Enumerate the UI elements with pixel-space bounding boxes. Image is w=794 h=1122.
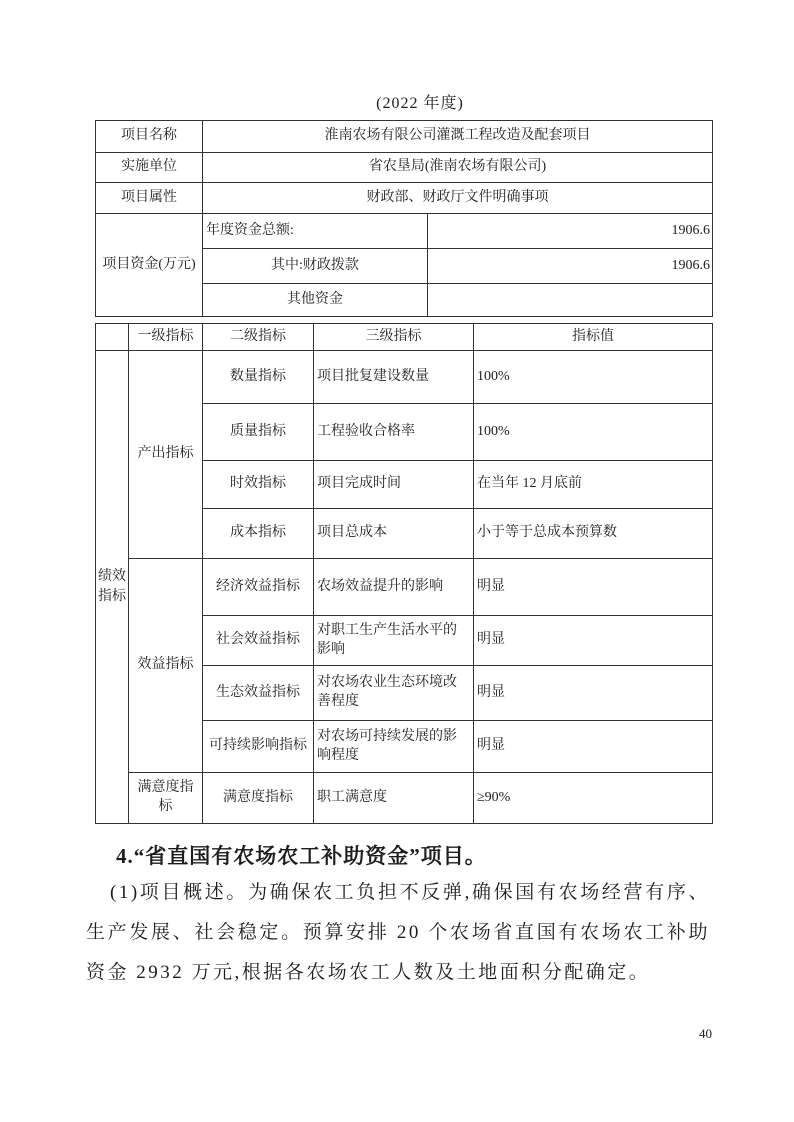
funding-value-other [428,284,713,317]
info-value-project-attribute: 财政部、财政厅文件明确事项 [203,183,713,214]
level3-ecological: 对农场农业生态环境改善程度 [314,666,474,721]
level2-social: 社会效益指标 [203,616,314,666]
level3-satisfaction: 职工满意度 [314,773,474,824]
value-quantity: 100% [474,351,713,404]
level3-quantity: 项目批复建设数量 [314,351,474,404]
level3-cost: 项目总成本 [314,509,474,559]
page-number: 40 [699,1026,712,1041]
info-value-implementing-unit: 省农垦局(淮南农场有限公司) [203,153,713,183]
funding-section-label: 项目资金(万元) [96,214,203,317]
funding-item-fiscal: 其中:财政拨款 [203,249,428,284]
header-level2: 二级指标 [203,324,314,351]
document-title: (2022 年度) [376,95,464,112]
level1-benefit: 效益指标 [129,559,203,773]
level3-timeliness: 项目完成时间 [314,461,474,509]
table-row [96,214,713,249]
project-info-table [95,120,713,317]
funding-value-fiscal: 1906.6 [428,249,713,284]
info-value-project-name: 淮南农场有限公司灌溉工程改造及配套项目 [203,121,713,153]
value-ecological: 明显 [474,666,713,721]
level3-social: 对职工生产生活水平的影响 [314,616,474,666]
level2-ecological: 生态效益指标 [203,666,314,721]
level1-satisfaction: 满意度指标 [129,773,203,824]
funding-item-other: 其他资金 [203,284,428,317]
value-sustainable: 明显 [474,721,713,773]
level3-quality: 工程验收合格率 [314,404,474,461]
info-label-implementing-unit: 实施单位 [96,153,203,183]
header-level1: 一级指标 [129,324,203,351]
value-quality: 100% [474,404,713,461]
level1-output: 产出指标 [129,351,203,559]
level2-satisfaction: 满意度指标 [203,773,314,824]
table-header-row [96,324,713,351]
performance-group-label: 绩效指标 [96,351,129,824]
level2-sustainable: 可持续影响指标 [203,721,314,773]
performance-indicator-table [95,323,713,824]
table-row [96,773,713,824]
section-heading: 4.“省直国有农场农工补助资金”项目。 [116,844,487,868]
value-satisfaction: ≥90% [474,773,713,824]
table-row [96,351,713,404]
level2-cost: 成本指标 [203,509,314,559]
funding-item-total: 年度资金总额: [203,214,428,249]
level3-economic: 农场效益提升的影响 [314,559,474,616]
level2-economic: 经济效益指标 [203,559,314,616]
info-label-project-attribute: 项目属性 [96,183,203,214]
header-level3: 三级指标 [314,324,474,351]
section-paragraph: (1)项目概述。为确保农工负担不反弹,确保国有农场经营有序、生产发展、社会稳定。预算安排 20 个农场省直国有农场农工补助资金 2932 万元,根据各农场农工人数及土地面积分配确定。 [86,882,710,983]
value-economic: 明显 [474,559,713,616]
header-value: 指标值 [474,324,713,351]
header-corner-cell [96,324,129,351]
level2-timeliness: 时效指标 [203,461,314,509]
table-row [96,153,713,183]
value-timeliness: 在当年 12 月底前 [474,461,713,509]
level2-quality: 质量指标 [203,404,314,461]
table-row [96,121,713,153]
info-label-project-name: 项目名称 [96,121,203,153]
level2-quantity: 数量指标 [203,351,314,404]
table-row [96,559,713,616]
level3-sustainable: 对农场可持续发展的影响程度 [314,721,474,773]
funding-value-total: 1906.6 [428,214,713,249]
value-cost: 小于等于总成本预算数 [474,509,713,559]
value-social: 明显 [474,616,713,666]
table-row [96,183,713,214]
